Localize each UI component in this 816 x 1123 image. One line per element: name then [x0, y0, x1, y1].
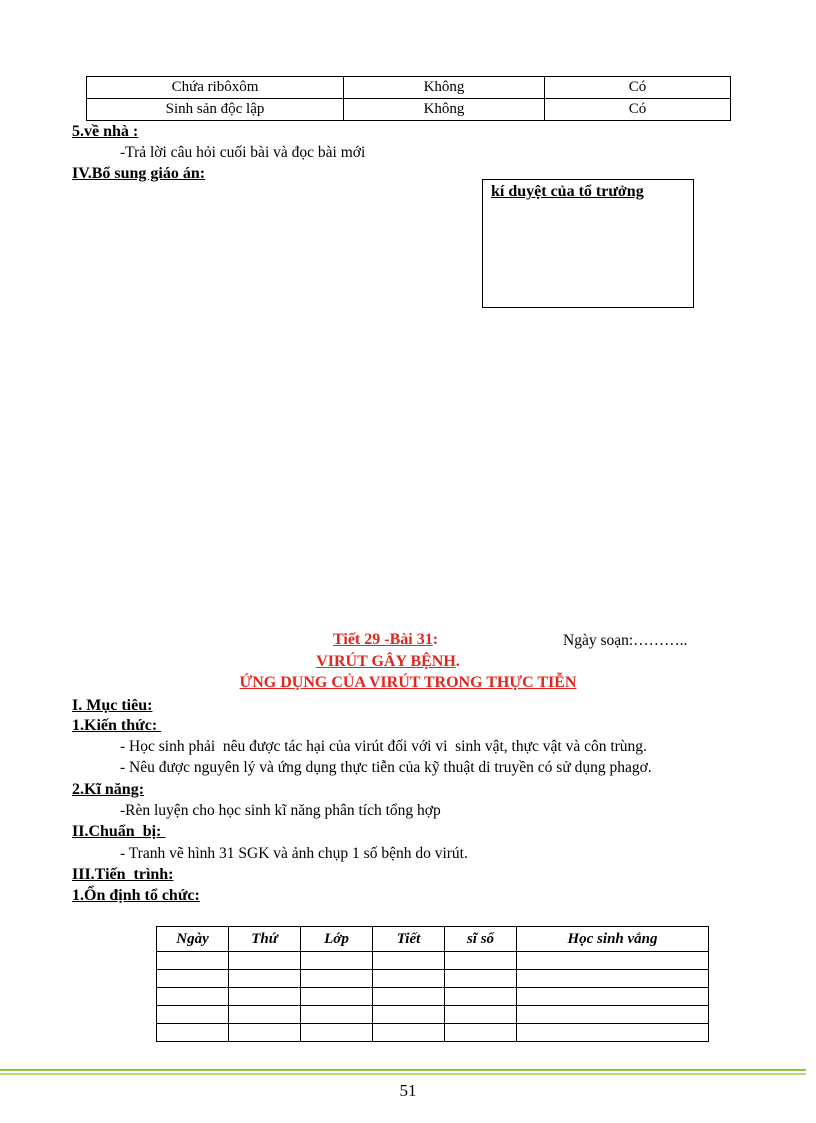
attendance-cell	[373, 952, 445, 970]
page-number: 51	[399, 1081, 417, 1100]
attendance-row	[157, 952, 709, 970]
attendance-cell	[445, 970, 517, 988]
footer-rule-top	[0, 1069, 806, 1071]
table-cell: Có	[545, 77, 731, 99]
preparation-heading: II.Chuẩn bị:	[72, 823, 166, 840]
attendance-cell	[157, 970, 229, 988]
homework-text: -Trả lời câu hỏi cuối bài và đọc bài mới	[120, 144, 366, 161]
attendance-cell	[517, 1006, 709, 1024]
column-header: sĩ số	[445, 927, 517, 952]
table-cell: Không	[344, 99, 545, 121]
table-row	[87, 99, 731, 121]
attendance-cell	[301, 988, 373, 1006]
attendance-cell	[445, 952, 517, 970]
column-header: Tiết	[373, 927, 445, 952]
homework-heading: 5.về nhà :	[72, 123, 139, 140]
table-cell: Sinh sản độc lập	[87, 99, 344, 121]
knowledge-item-2: - Nêu được nguyên lý và ứng dụng thực tiễn của kỹ thuật di truyền có sử dụng phagơ.	[120, 759, 652, 776]
knowledge-heading: 1.Kiến thức:	[72, 717, 162, 734]
table-cell: Có	[545, 99, 731, 121]
knowledge-item-1: - Học sinh phải nêu được tác hại của virút đối với vi sinh vật, thực vật và côn trùng.	[120, 738, 647, 755]
lesson-title-text: VIRÚT GÂY BỆNH	[316, 653, 456, 670]
attendance-cell	[517, 1024, 709, 1042]
objectives-heading: I. Mục tiêu:	[72, 697, 153, 714]
column-header: Học sinh vắng	[517, 927, 709, 952]
attendance-cell	[445, 1024, 517, 1042]
skills-item-1: -Rèn luyện cho học sinh kĩ năng phân tích tổng hợp	[120, 802, 441, 819]
skills-heading: 2.Kĩ năng:	[72, 781, 145, 798]
attendance-cell	[229, 952, 301, 970]
lesson-title-line1: VIRÚT GÂY BỆNH.	[316, 653, 460, 670]
attendance-cell	[445, 988, 517, 1006]
table-cell: Không	[344, 77, 545, 99]
attendance-row	[157, 988, 709, 1006]
table-row	[87, 77, 731, 99]
column-header: Ngày	[157, 927, 229, 952]
attendance-table	[156, 926, 709, 1042]
attendance-cell	[373, 970, 445, 988]
lesson-period-label: Tiết 29 -Bài 31	[333, 631, 433, 648]
attendance-cell	[517, 970, 709, 988]
attendance-cell	[373, 988, 445, 1006]
attendance-cell	[229, 1024, 301, 1042]
approval-box	[482, 179, 694, 308]
procedure-heading: III.Tiến trình:	[72, 866, 174, 883]
footer-rule-bottom	[0, 1073, 806, 1075]
stabilize-heading: 1.Ổn định tổ chức:	[72, 887, 200, 904]
attendance-cell	[229, 988, 301, 1006]
attendance-cell	[445, 1006, 517, 1024]
attendance-cell	[301, 952, 373, 970]
attendance-row	[157, 970, 709, 988]
attendance-cell	[157, 1006, 229, 1024]
attendance-body	[157, 952, 709, 1042]
attendance-cell	[301, 1006, 373, 1024]
approval-title: kí duyệt của tổ trưởng	[491, 183, 644, 200]
column-header: Thứ	[229, 927, 301, 952]
table-cell: Chứa ribôxôm	[87, 77, 344, 99]
attendance-cell	[229, 1006, 301, 1024]
attendance-header-row	[157, 927, 709, 952]
attendance-cell	[229, 970, 301, 988]
attendance-row	[157, 1006, 709, 1024]
attendance-cell	[373, 1006, 445, 1024]
attendance-cell	[157, 1024, 229, 1042]
column-header: Lớp	[301, 927, 373, 952]
comparison-table	[86, 76, 731, 121]
lesson-period: Tiết 29 -Bài 31:	[333, 631, 439, 648]
preparation-item-1: - Tranh vẽ hình 31 SGK và ảnh chụp 1 số bệnh do virút.	[120, 845, 468, 862]
attendance-cell	[373, 1024, 445, 1042]
date-prepared: Ngày soạn:………..	[563, 632, 688, 649]
attendance-cell	[157, 988, 229, 1006]
lesson-title-line2: ỨNG DỤNG CỦA VIRÚT TRONG THỰC TIỄN	[239, 674, 577, 691]
attendance-cell	[301, 970, 373, 988]
supplement-heading: IV.Bổ sung giáo án:	[72, 165, 206, 182]
attendance-cell	[301, 1024, 373, 1042]
attendance-cell	[517, 952, 709, 970]
attendance-cell	[517, 988, 709, 1006]
attendance-row	[157, 1024, 709, 1042]
attendance-cell	[157, 952, 229, 970]
